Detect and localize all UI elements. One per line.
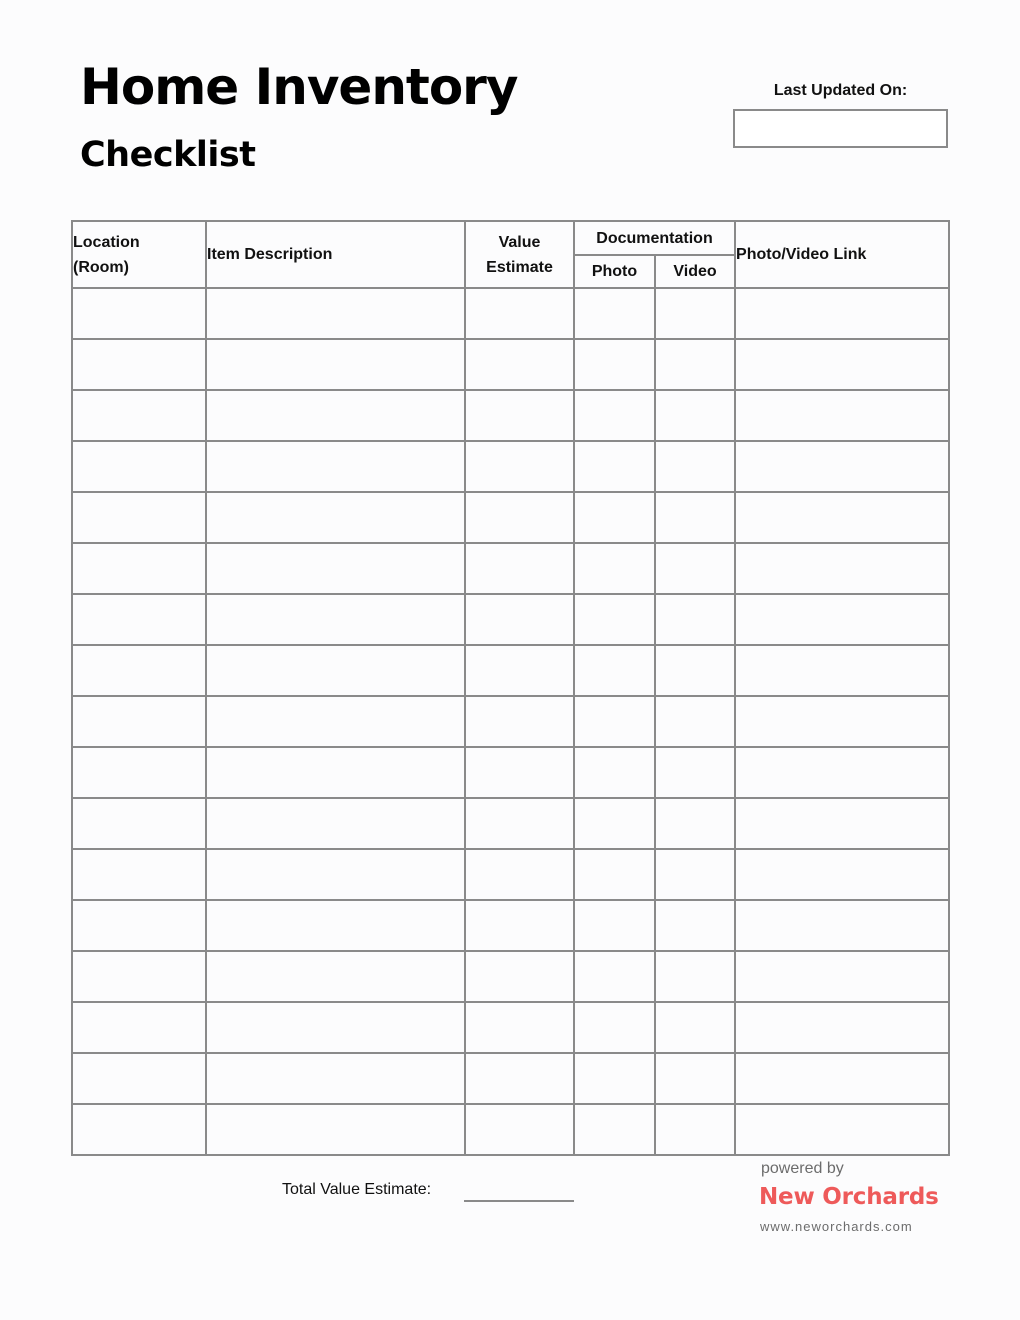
inventory-table	[71, 220, 950, 1156]
location-cell[interactable]	[72, 288, 206, 339]
header-row-top	[72, 221, 949, 255]
value-estimate-cell[interactable]	[465, 390, 574, 441]
item-description-cell[interactable]	[206, 594, 465, 645]
table-row	[72, 645, 949, 696]
location-cell[interactable]	[72, 543, 206, 594]
item-description-cell[interactable]	[206, 1104, 465, 1155]
item-description-cell[interactable]	[206, 900, 465, 951]
total-value-label: Total Value Estimate:	[282, 1181, 432, 1198]
video-check-cell[interactable]	[655, 441, 735, 492]
value-estimate-cell[interactable]	[465, 1053, 574, 1104]
video-check-cell[interactable]	[655, 390, 735, 441]
link-cell[interactable]	[735, 441, 949, 492]
value-estimate-cell[interactable]	[465, 492, 574, 543]
item-description-cell[interactable]	[206, 798, 465, 849]
table-row	[72, 288, 949, 339]
item-description-cell[interactable]	[206, 441, 465, 492]
item-description-cell[interactable]	[206, 696, 465, 747]
video-check-cell[interactable]	[655, 594, 735, 645]
column-header-location	[72, 221, 206, 288]
table-row	[72, 492, 949, 543]
location-cell[interactable]	[72, 339, 206, 390]
video-check-cell[interactable]	[655, 747, 735, 798]
location-cell[interactable]	[72, 441, 206, 492]
column-header-location-line2: (Room)	[73, 258, 129, 276]
link-cell[interactable]	[735, 339, 949, 390]
value-estimate-cell[interactable]	[465, 594, 574, 645]
table-row	[72, 849, 949, 900]
photo-check-cell[interactable]	[574, 1002, 655, 1053]
video-check-cell[interactable]	[655, 288, 735, 339]
item-description-cell[interactable]	[206, 390, 465, 441]
value-estimate-cell[interactable]	[465, 849, 574, 900]
table-row	[72, 1104, 949, 1155]
photo-check-cell[interactable]	[574, 594, 655, 645]
table-row	[72, 543, 949, 594]
item-description-cell[interactable]	[206, 543, 465, 594]
photo-check-cell[interactable]	[574, 543, 655, 594]
photo-check-cell[interactable]	[574, 339, 655, 390]
column-header-value-line2: Estimate	[486, 258, 553, 276]
total-value-field[interactable]	[464, 1200, 574, 1202]
column-header-link: Photo/Video Link	[735, 221, 949, 288]
value-estimate-cell[interactable]	[465, 1104, 574, 1155]
photo-check-cell[interactable]	[574, 951, 655, 1002]
link-cell[interactable]	[735, 594, 949, 645]
location-cell[interactable]	[72, 900, 206, 951]
location-cell[interactable]	[72, 492, 206, 543]
last-updated-label: Last Updated On:	[773, 82, 908, 99]
table-row	[72, 339, 949, 390]
item-description-cell[interactable]	[206, 951, 465, 1002]
link-cell[interactable]	[735, 288, 949, 339]
value-estimate-cell[interactable]	[465, 951, 574, 1002]
photo-check-cell[interactable]	[574, 900, 655, 951]
video-check-cell[interactable]	[655, 339, 735, 390]
value-estimate-cell[interactable]	[465, 339, 574, 390]
page-subtitle: Checklist	[80, 135, 256, 175]
item-description-cell[interactable]	[206, 849, 465, 900]
table-row	[72, 390, 949, 441]
video-check-cell[interactable]	[655, 798, 735, 849]
inventory-table-body	[72, 288, 949, 1155]
photo-check-cell[interactable]	[574, 645, 655, 696]
video-check-cell[interactable]	[655, 1104, 735, 1155]
last-updated-field[interactable]	[733, 109, 948, 148]
link-cell[interactable]	[735, 1053, 949, 1104]
video-check-cell[interactable]	[655, 951, 735, 1002]
table-row	[72, 747, 949, 798]
link-cell[interactable]	[735, 951, 949, 1002]
location-cell[interactable]	[72, 390, 206, 441]
location-cell[interactable]	[72, 1104, 206, 1155]
value-estimate-cell[interactable]	[465, 441, 574, 492]
photo-check-cell[interactable]	[574, 747, 655, 798]
link-cell[interactable]	[735, 747, 949, 798]
table-row	[72, 441, 949, 492]
value-estimate-cell[interactable]	[465, 900, 574, 951]
location-cell[interactable]	[72, 594, 206, 645]
item-description-cell[interactable]	[206, 1002, 465, 1053]
location-cell[interactable]	[72, 951, 206, 1002]
column-header-photo: Photo	[574, 255, 655, 288]
item-description-cell[interactable]	[206, 1053, 465, 1104]
link-cell[interactable]	[735, 798, 949, 849]
video-check-cell[interactable]	[655, 900, 735, 951]
item-description-cell[interactable]	[206, 288, 465, 339]
location-cell[interactable]	[72, 747, 206, 798]
powered-by-text: powered by	[761, 1160, 844, 1177]
column-header-item-description: Item Description	[206, 221, 465, 288]
link-cell[interactable]	[735, 1104, 949, 1155]
link-cell[interactable]	[735, 849, 949, 900]
location-cell[interactable]	[72, 645, 206, 696]
value-estimate-cell[interactable]	[465, 798, 574, 849]
link-cell[interactable]	[735, 900, 949, 951]
value-estimate-cell[interactable]	[465, 543, 574, 594]
photo-check-cell[interactable]	[574, 1053, 655, 1104]
link-cell[interactable]	[735, 696, 949, 747]
table-row	[72, 1002, 949, 1053]
photo-check-cell[interactable]	[574, 696, 655, 747]
link-cell[interactable]	[735, 1002, 949, 1053]
location-cell[interactable]	[72, 849, 206, 900]
location-cell[interactable]	[72, 1053, 206, 1104]
value-estimate-cell[interactable]	[465, 696, 574, 747]
photo-check-cell[interactable]	[574, 492, 655, 543]
table-row	[72, 696, 949, 747]
column-header-video: Video	[655, 255, 735, 288]
column-header-value-estimate	[465, 221, 574, 288]
link-cell[interactable]	[735, 543, 949, 594]
video-check-cell[interactable]	[655, 696, 735, 747]
table-row	[72, 1053, 949, 1104]
photo-check-cell[interactable]	[574, 798, 655, 849]
video-check-cell[interactable]	[655, 492, 735, 543]
item-description-cell[interactable]	[206, 747, 465, 798]
item-description-cell[interactable]	[206, 492, 465, 543]
item-description-cell[interactable]	[206, 645, 465, 696]
column-header-location-line1: Location	[73, 233, 140, 251]
photo-check-cell[interactable]	[574, 288, 655, 339]
page-title: Home Inventory	[80, 58, 518, 116]
photo-check-cell[interactable]	[574, 390, 655, 441]
table-row	[72, 594, 949, 645]
location-cell[interactable]	[72, 696, 206, 747]
table-row	[72, 951, 949, 1002]
brand-logo: New Orchards	[759, 1184, 939, 1210]
video-check-cell[interactable]	[655, 1002, 735, 1053]
link-cell[interactable]	[735, 645, 949, 696]
value-estimate-cell[interactable]	[465, 747, 574, 798]
photo-check-cell[interactable]	[574, 441, 655, 492]
link-cell[interactable]	[735, 390, 949, 441]
column-header-documentation: Documentation	[574, 221, 735, 255]
location-cell[interactable]	[72, 798, 206, 849]
location-cell[interactable]	[72, 1002, 206, 1053]
value-estimate-cell[interactable]	[465, 288, 574, 339]
inventory-table-header	[72, 221, 949, 288]
table-row	[72, 798, 949, 849]
video-check-cell[interactable]	[655, 645, 735, 696]
value-estimate-cell[interactable]	[465, 645, 574, 696]
column-header-value-line1: Value	[498, 233, 541, 251]
item-description-cell[interactable]	[206, 339, 465, 390]
video-check-cell[interactable]	[655, 543, 735, 594]
video-check-cell[interactable]	[655, 849, 735, 900]
photo-check-cell[interactable]	[574, 849, 655, 900]
value-estimate-cell[interactable]	[465, 1002, 574, 1053]
website-text: www.neworchards.com	[760, 1219, 913, 1234]
video-check-cell[interactable]	[655, 1053, 735, 1104]
photo-check-cell[interactable]	[574, 1104, 655, 1155]
link-cell[interactable]	[735, 492, 949, 543]
table-row	[72, 900, 949, 951]
